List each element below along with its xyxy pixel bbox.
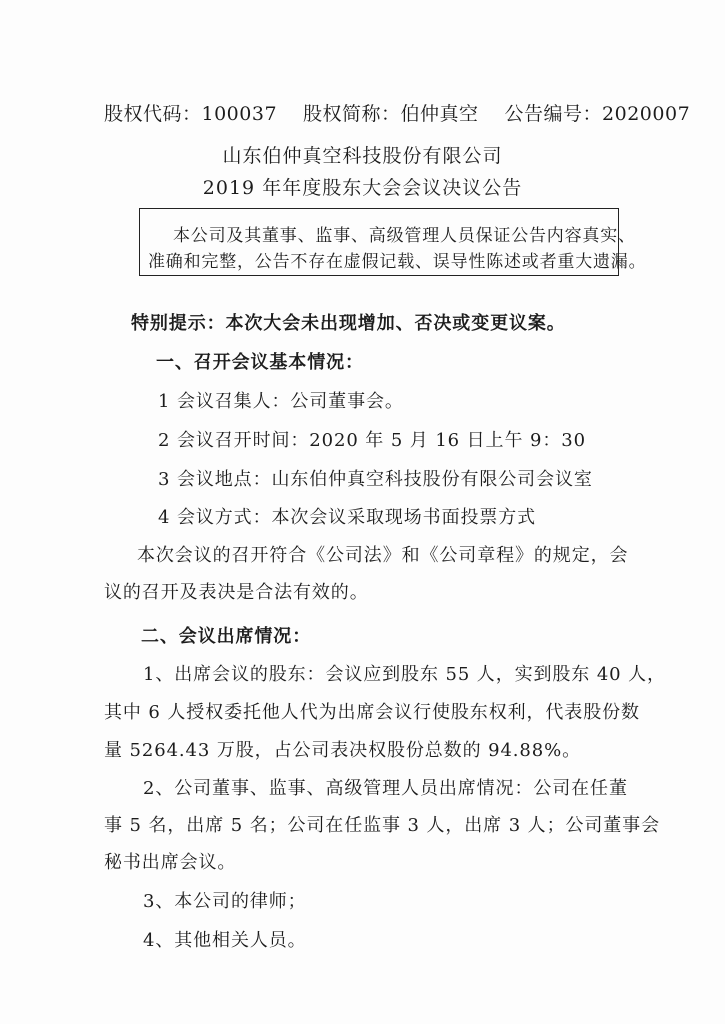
notice-line-2: 准确和完整，公告不存在虚假记载、误导性陈述或者重大遗漏。 [148, 252, 647, 272]
section2-item1-line2: 其中 6 人授权委托他人代为出席会议行使股东权利，代表股份数 [104, 702, 640, 723]
section1-heading: 一、召开会议基本情况： [156, 352, 364, 373]
stock-code: 股权代码：100037 [104, 103, 278, 125]
announcement-number: 公告编号：2020007 [504, 103, 691, 125]
guarantee-notice-box [139, 208, 647, 276]
section2-item2-line3: 秘书出席会议。 [104, 852, 237, 873]
section1-item3: 3 会议地点：山东伯仲真空科技股份有限公司会议室 [158, 469, 593, 490]
section1-para-line2: 议的召开及表决是合法有效的。 [104, 582, 369, 603]
company-name-title: 山东伯仲真空科技股份有限公司 [222, 145, 503, 167]
stock-name: 股权简称：伯仲真空 [303, 103, 479, 125]
section2-item2-line2: 事 5 名，出席 5 名；公司在任监事 3 人，出席 3 人；公司董事会 [104, 815, 660, 836]
special-note: 特别提示：本次大会未出现增加、否决或变更议案。 [131, 313, 566, 334]
section2-heading: 二、会议出席情况： [141, 626, 312, 647]
announcement-title: 2019 年年度股东大会会议决议公告 [202, 177, 523, 199]
section1-para-line1: 本次会议的召开符合《公司法》和《公司章程》的规定，会 [137, 545, 629, 566]
section2-item2-line1: 2、公司董事、监事、高级管理人员出席情况：公司在任董 [143, 778, 628, 799]
section2-item1-line3: 量 5264.43 万股，占公司表决权股份总数的 94.88%。 [104, 740, 582, 761]
section1-item2: 2 会议召开时间：2020 年 5 月 16 日上午 9：30 [158, 430, 586, 451]
section2-item1-line1: 1、出席会议的股东：会议应到股东 55 人，实到股东 40 人， [143, 664, 666, 685]
notice-line-1: 本公司及其董事、监事、高级管理人员保证公告内容真实、 [173, 226, 636, 246]
section1-item4: 4 会议方式：本次会议采取现场书面投票方式 [158, 507, 537, 528]
section2-item3: 3、本公司的律师； [143, 891, 307, 912]
section2-item4: 4、其他相关人员。 [143, 930, 307, 951]
section1-item1: 1 会议召集人：公司董事会。 [158, 391, 404, 412]
announcement-header [104, 99, 690, 126]
